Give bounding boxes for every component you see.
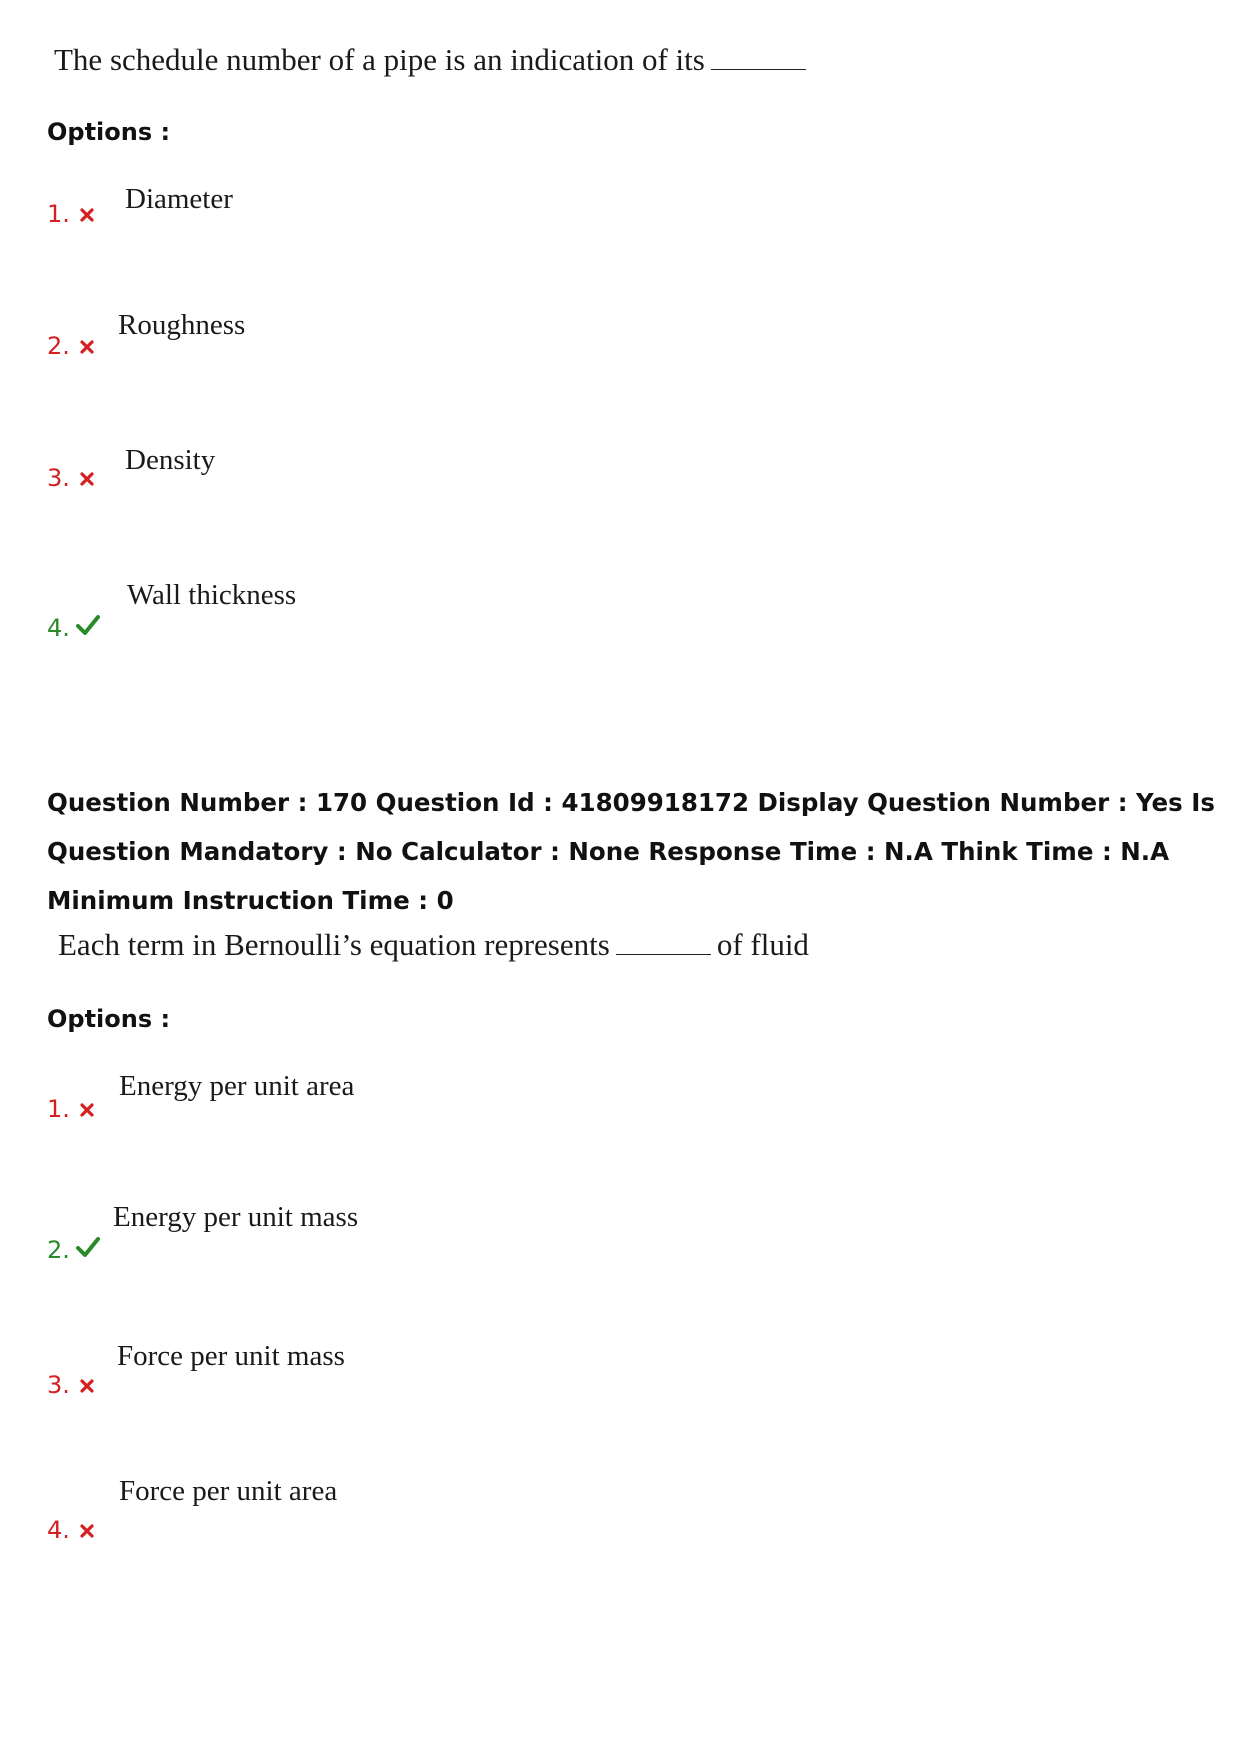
question-stem-text: The schedule number of a pipe is an indication of its xyxy=(54,42,705,77)
option-text: Force per unit mass xyxy=(117,1340,345,1372)
option-number: 3. xyxy=(47,464,70,492)
cross-icon xyxy=(80,472,94,486)
cross-icon xyxy=(80,1379,94,1393)
option-text: Wall thickness xyxy=(127,579,297,611)
option-number: 4. xyxy=(47,1516,70,1544)
check-icon xyxy=(76,614,100,636)
option-text: Energy per unit mass xyxy=(113,1201,359,1233)
cross-icon xyxy=(80,340,94,354)
question-stem xyxy=(58,927,809,963)
cross-icon xyxy=(80,1103,94,1117)
option-text: Density xyxy=(125,444,216,476)
question-stem-text-after: of fluid xyxy=(716,927,809,962)
option-number: 3. xyxy=(47,1371,70,1399)
option-number: 1. xyxy=(47,1095,70,1123)
option-number: 1. xyxy=(47,200,70,228)
cross-icon xyxy=(80,208,94,222)
option-text: Energy per unit area xyxy=(119,1070,355,1102)
option-number: 4. xyxy=(47,614,70,642)
cross-icon xyxy=(80,1524,94,1538)
question-stem xyxy=(54,42,812,78)
question-stem-text: Each term in Bernoulli’s equation represents xyxy=(58,927,610,962)
option-text: Force per unit area xyxy=(119,1475,338,1507)
answer-blank xyxy=(616,953,711,955)
option-number: 2. xyxy=(47,1236,70,1264)
option-text: Diameter xyxy=(125,183,233,215)
answer-blank xyxy=(711,68,806,70)
options-label: Options : xyxy=(47,118,171,146)
options-label: Options : xyxy=(47,1005,171,1033)
option-number: 2. xyxy=(47,332,70,360)
question-meta: Question Number : 170 Question Id : 41809918172 Display Question Number : Yes Is Question Mandatory : No Calculator : None Response Time : N.A Think Time : N.A Minimum Instruction Time : 0 xyxy=(47,788,1215,915)
check-icon xyxy=(76,1236,100,1258)
option-text: Roughness xyxy=(118,309,246,341)
